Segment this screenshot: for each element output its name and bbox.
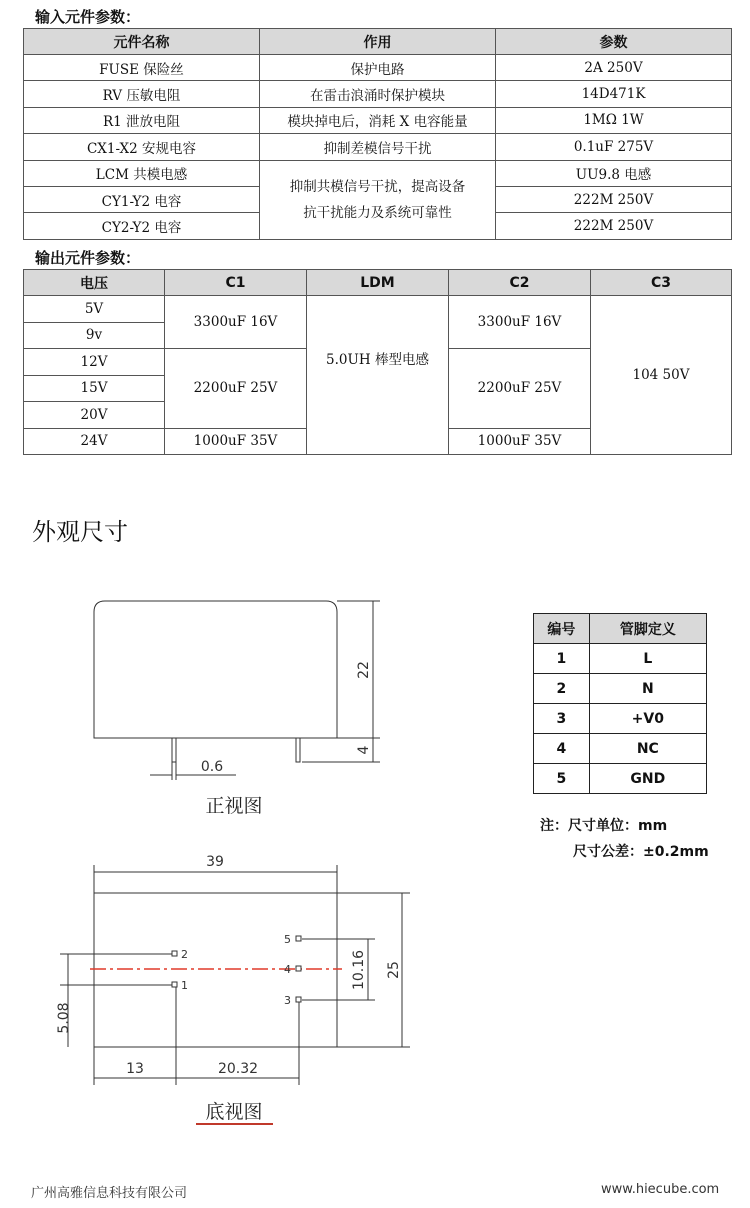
output-section-title: 输出元件参数： xyxy=(35,249,141,267)
pin-label-3: 3 xyxy=(284,994,291,1007)
front-dim-pin: 4 xyxy=(356,745,372,755)
table-row xyxy=(24,107,732,133)
pin-5-marker xyxy=(296,936,301,941)
bottom-dim-height: 25 xyxy=(386,961,402,979)
footer-company: 广州高雅信息科技有限公司 xyxy=(31,1186,188,1201)
pin-1-marker xyxy=(172,982,177,987)
table-row xyxy=(534,764,707,794)
merged-function-line-2: 抗干扰能力及系统可靠性 xyxy=(303,204,452,221)
front-dim-height: 22 xyxy=(356,661,372,679)
header-pin-number: 编号 xyxy=(534,614,590,644)
table-row xyxy=(534,734,707,764)
input-section-title: 输入元件参数： xyxy=(35,8,141,26)
component-name: RV 压敏电阻 xyxy=(24,81,260,107)
footer-website-link[interactable]: www.hiecube.com xyxy=(601,1182,720,1197)
header-voltage: 电压 xyxy=(24,270,165,296)
front-view-pin-right xyxy=(296,738,300,762)
header-component-name: 元件名称 xyxy=(24,29,260,55)
merged-function-line-1: 抑制共模信号干扰，提高设备 xyxy=(289,178,466,195)
table-row xyxy=(24,55,732,81)
pin-number: 3 xyxy=(534,704,590,734)
front-view-caption: 正视图 xyxy=(205,795,263,817)
component-parameter: 0.1uF 275V xyxy=(496,134,732,160)
header-function: 作用 xyxy=(260,29,496,55)
component-name: R1 泄放电阻 xyxy=(24,107,260,133)
component-parameter: 222M 250V xyxy=(496,186,732,212)
header-c1: C1 xyxy=(165,270,307,296)
table-header-row xyxy=(24,29,732,55)
component-name: CX1-X2 安规电容 xyxy=(24,134,260,160)
component-parameter: 2A 250V xyxy=(496,55,732,81)
bottom-view-caption: 底视图 xyxy=(205,1101,263,1123)
dimensions-section-title: 外观尺寸 xyxy=(32,518,128,546)
component-name: CY1-Y2 电容 xyxy=(24,186,260,212)
c1-cell: 3300uF 16V xyxy=(165,296,307,349)
bottom-dim-pin-offset: 5.08 xyxy=(56,1002,72,1034)
table-row xyxy=(534,674,707,704)
header-pin-definition: 管脚定义 xyxy=(589,614,706,644)
front-view-pin-left xyxy=(172,738,176,762)
pin-label-2: 2 xyxy=(181,948,188,961)
table-row xyxy=(534,644,707,674)
voltage-cell: 24V xyxy=(24,428,165,455)
pin-definition-table xyxy=(533,613,707,794)
note-tolerance: 尺寸公差：±0.2mm xyxy=(573,844,709,860)
table-row xyxy=(24,160,732,186)
header-parameter: 参数 xyxy=(496,29,732,55)
voltage-cell: 15V xyxy=(24,375,165,402)
pin-number: 4 xyxy=(534,734,590,764)
pin-number: 1 xyxy=(534,644,590,674)
header-ldm: LDM xyxy=(307,270,449,296)
c2-cell: 1000uF 35V xyxy=(449,428,591,455)
ldm-cell: 5.0UH 棒型电感 xyxy=(307,296,449,455)
pin-definition: +V0 xyxy=(589,704,706,734)
component-name: LCM 共模电感 xyxy=(24,160,260,186)
component-parameter: 1MΩ 1W xyxy=(496,107,732,133)
bottom-dim-left: 13 xyxy=(126,1061,144,1077)
front-dim-pin-width: 0.6 xyxy=(200,759,224,775)
component-function: 抑制差模信号干扰 xyxy=(260,134,496,160)
c1-cell: 2200uF 25V xyxy=(165,349,307,429)
component-name: CY2-Y2 电容 xyxy=(24,213,260,239)
pin-definition: NC xyxy=(589,734,706,764)
merged-function-cell xyxy=(260,160,496,239)
voltage-cell: 9v xyxy=(24,322,165,349)
pin-label-1: 1 xyxy=(181,979,188,992)
component-parameter: UU9.8 电感 xyxy=(496,160,732,186)
pin-number: 2 xyxy=(534,674,590,704)
pin-definition: GND xyxy=(589,764,706,794)
component-function: 模块掉电后，消耗 X 电容能量 xyxy=(260,107,496,133)
note-unit: 注：尺寸单位：mm xyxy=(540,818,668,834)
component-function: 在雷击浪涌时保护模块 xyxy=(260,81,496,107)
bottom-dim-pin-spacing: 10.16 xyxy=(351,949,367,991)
pin-4-marker xyxy=(296,966,301,971)
table-row xyxy=(24,81,732,107)
front-view-body xyxy=(94,601,337,738)
component-function: 保护电路 xyxy=(260,55,496,81)
pin-label-4: 4 xyxy=(284,963,291,976)
header-c2: C2 xyxy=(449,270,591,296)
table-row xyxy=(534,704,707,734)
table-row xyxy=(24,296,732,323)
component-parameter: 14D471K xyxy=(496,81,732,107)
input-components-table xyxy=(23,28,732,240)
bottom-dim-width: 39 xyxy=(206,854,224,870)
c2-cell: 3300uF 16V xyxy=(449,296,591,349)
pin-definition: L xyxy=(589,644,706,674)
component-parameter: 222M 250V xyxy=(496,213,732,239)
table-header-row xyxy=(534,614,707,644)
dimension-drawings xyxy=(0,580,520,1140)
voltage-cell: 20V xyxy=(24,402,165,429)
bottom-dim-between: 20.32 xyxy=(217,1061,259,1077)
pin-3-marker xyxy=(296,997,301,1002)
table-header-row xyxy=(24,270,732,296)
voltage-cell: 12V xyxy=(24,349,165,376)
pin-2-marker xyxy=(172,951,177,956)
header-c3: C3 xyxy=(591,270,732,296)
output-components-table xyxy=(23,269,732,455)
pin-label-5: 5 xyxy=(284,933,291,946)
component-name: FUSE 保险丝 xyxy=(24,55,260,81)
c2-cell: 2200uF 25V xyxy=(449,349,591,429)
c1-cell: 1000uF 35V xyxy=(165,428,307,455)
table-row xyxy=(24,134,732,160)
voltage-cell: 5V xyxy=(24,296,165,323)
pin-number: 5 xyxy=(534,764,590,794)
c3-cell: 104 50V xyxy=(591,296,732,455)
pin-definition: N xyxy=(589,674,706,704)
